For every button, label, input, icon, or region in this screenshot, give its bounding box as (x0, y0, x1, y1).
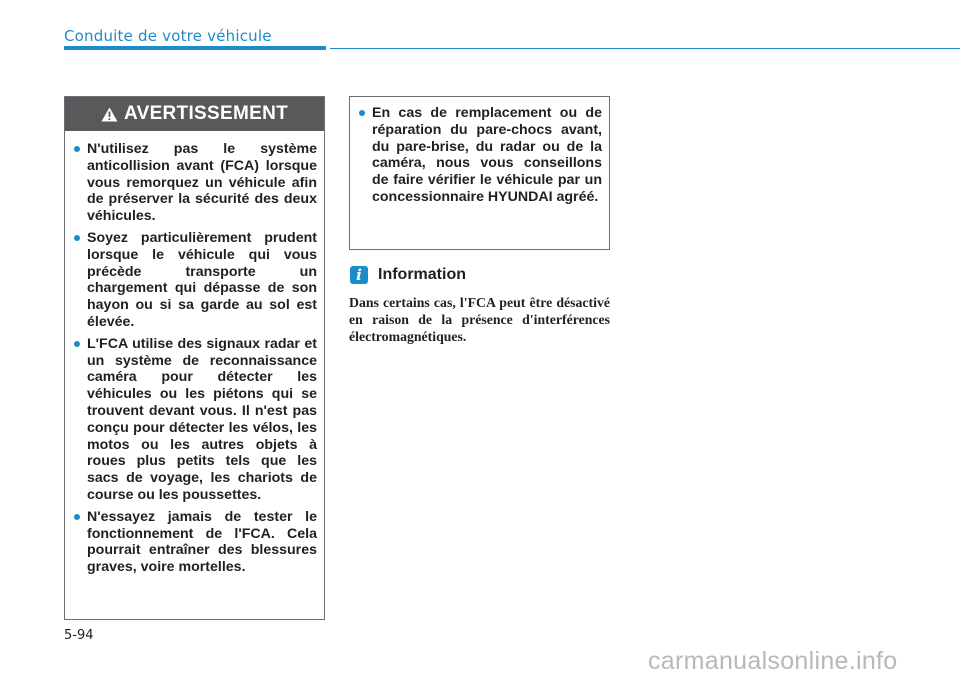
info-icon: i (350, 266, 368, 284)
warning-box (64, 96, 325, 620)
warning-item (73, 336, 317, 504)
warning-item-text: Soyez particulièrement prudent lorsque le véhicule qui vous précède transporte un chargement qui dépasse de son hayon ou si sa garde au sol est élevée. (87, 229, 317, 330)
information-title: Information (378, 266, 466, 283)
warning-item-text: L'FCA utilise des signaux radar et un système de reconnaissance caméra pour détecter les véhicules ou les piétons qui se trouvent devant vous. Il n'est pas conçu pour détecter les vélos, les motos ou les autres objets à roues plus petits tels que les sacs de voyage, les chariots de course ou les poussettes. (87, 335, 317, 503)
section-title: Conduite de votre véhicule (64, 27, 272, 45)
bullet-icon (359, 110, 365, 116)
warning-item-text: En cas de remplacement ou de réparation du pare-chocs avant, du pare-brise, du radar ou de la caméra, nous vous conseillons de faire vérifier le véhicule par un concessionnaire HYUNDAI agréé. (372, 105, 602, 205)
watermark: carmanualsonline.info (648, 647, 898, 675)
warning-item-text: N'utilisez pas le système anticollision avant (FCA) lorsque vous remorquez un véhicule afin de préserver la sécurité des deux véhicules. (87, 141, 317, 225)
warning-continued-list (350, 97, 609, 206)
warning-item-text: N'essayez jamais de tester le fonctionnement de l'FCA. Cela pourrait entraîner des blessures graves, voire mortelles. (87, 508, 317, 576)
bullet-icon (74, 341, 80, 347)
warning-list (65, 131, 324, 576)
warning-triangle-icon (101, 107, 118, 122)
warning-continued-box (349, 96, 610, 250)
warning-title: AVERTISSEMENT (123, 103, 288, 124)
warning-item (73, 509, 317, 576)
page-number: 5-94 (64, 628, 94, 643)
warning-item (73, 230, 317, 331)
header-accent-bar (64, 46, 326, 50)
bullet-icon (74, 235, 80, 241)
information-heading (350, 266, 466, 284)
header-rule (330, 48, 960, 49)
warning-header (65, 97, 324, 131)
warning-item (73, 141, 317, 225)
bullet-icon (74, 146, 80, 152)
bullet-icon (74, 514, 80, 520)
warning-item (358, 105, 602, 206)
information-text: Dans certains cas, l'FCA peut être désactivé en raison de la présence d'interférences électromagnétiques. (349, 295, 610, 344)
